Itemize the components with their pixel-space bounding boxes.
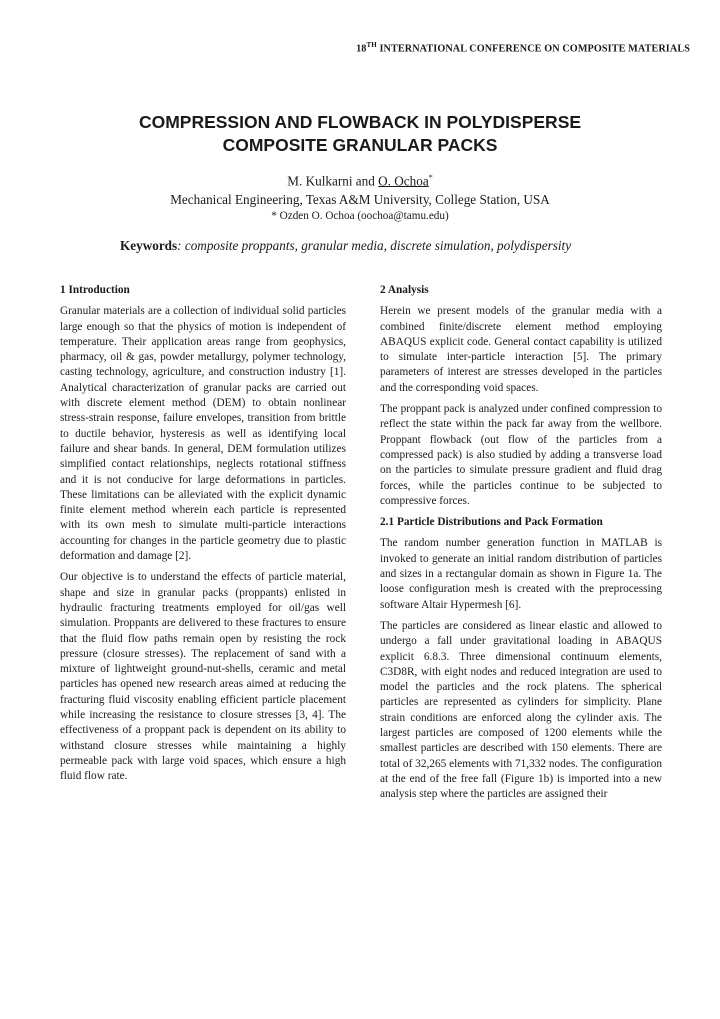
authors [60, 173, 660, 189]
header-superscript: TH [366, 41, 377, 49]
analysis-paragraph-3: The random number generation function in MATLAB is invoked to generate an initial random distribution of particles and sizes in a rectangular domain as shown in Figure 1a. The loose configuration mesh is created with the preprocessing software Altair Hypermesh [6]. [380, 537, 662, 611]
analysis-paragraph-4: The particles are considered as linear elastic and allowed to undergo a fall under gravitational loading in ABAQUS explicit 6.8.3. Three dimensional continuum elements, C3D8R, with eight nodes and reduced integration are used to model the particles and the rock platens. The spherical particles are represented as cylinders for simplicity. Plane strain conditions are enforced along the cylinder axis. The largest particles are composed of 1200 elements while the smallest particles are described with 150 elements. There are total of 32,265 elements with 71,332 nodes. The configuration at the end of the free fall (Figure 1b) is imported into a new analysis step where the particles are assigned their [380, 619, 662, 801]
keywords-label: Keywords [120, 238, 178, 253]
author-separator: and [352, 173, 379, 189]
analysis-paragraph-2: The proppant pack is analyzed under confined compression to reflect the state within the pack far away from the wellbore. Proppant flowback (out flow of the particles from a compressed pack) is also studied by adding a transverse load on the particles to simulate pressure gradient and fluid drag forces, while the particles continue to be subjected to compressive forces. [380, 403, 662, 507]
conference-header [0, 41, 720, 54]
section-heading-analysis: 2 Analysis [380, 284, 429, 296]
section-heading-introduction: 1 Introduction [60, 284, 130, 296]
header-prefix: 18 [356, 43, 367, 55]
header-rest: INTERNATIONAL CONFERENCE ON COMPOSITE MATERIALS [376, 43, 690, 55]
title-line-1: COMPRESSION AND FLOWBACK IN POLYDISPERSE [138, 112, 582, 132]
right-column [380, 283, 662, 809]
corresponding-email: * Ozden O. Ochoa (oochoa@tamu.edu) [271, 210, 449, 222]
author-2-link[interactable]: O. Ochoa [378, 173, 429, 189]
analysis-paragraph-1: Herein we present models of the granular media with a combined finite/discrete element method employing ABAQUS explicit code. General contact capability is utilized to simulate inter-particle interaction [5]. The primary parameters of interest are stresses developed in the particles and the corresponding void spaces. [380, 305, 662, 394]
author-1: M. Kulkarni [287, 173, 353, 189]
intro-paragraph-1: Granular materials are a collection of individual solid particles large enough so that the physics of motion is independent of temperature. Their application areas range from geophysics, pharmacy, oil & gas, powder metallurgy, polymer technology, casting technology, agriculture, and construction industry [1]. Analytical characterization of granular packs are carried out with discrete element method (DEM) to obtain nonlinear stress-strain response, failure envelopes, transition from brittle to ductile behavior, hysteresis as well as identifying local failure and shear bands. In general, DEM formulation utilizes simplified contact relationships, neglects rotational stiffness and it is not conducive for large deformations in particles. These limitations can be alleviated with the explicit dynamic finite element method wherein each particle is represented with its own mesh to simulate multi-particle interactions accounting for changes in the particle geometry due to plastic deformation and damage [2]. [60, 305, 346, 563]
keywords-text: : composite proppants, granular media, discrete simulation, polydispersity [177, 238, 572, 253]
corresponding-mark: * [428, 173, 433, 182]
left-column [60, 283, 346, 791]
keywords [120, 238, 680, 254]
paper-title [60, 111, 660, 157]
affiliation: Mechanical Engineering, Texas A&M University, College Station, USA [170, 192, 550, 207]
subsection-heading-particle-distributions: 2.1 Particle Distributions and Pack Formation [380, 516, 603, 529]
intro-paragraph-2: Our objective is to understand the effects of particle material, shape and size in granular packs (proppants) enlisted in hydraulic fracturing treatments employed for oil/gas well simulation. Proppants are delivered to these fractures to ensure that the fluid flow paths remain open by resisting the rock pressure (closure stresses). The replacement of sand with a mixture of lightweight ground-nut-shells, ceramic and metal particles has opened new research areas aimed at reducing the fracturing fluid viscosity enabling efficient particle placement while increasing the resistance to closure stresses [3, 4]. The effectiveness of a proppant pack is dependent on its ability to withstand closure stresses while maintaining a highly permeable pack with large void spaces, which ensure a high fluid flow rate. [60, 571, 346, 783]
title-line-2: COMPOSITE GRANULAR PACKS [222, 135, 498, 155]
